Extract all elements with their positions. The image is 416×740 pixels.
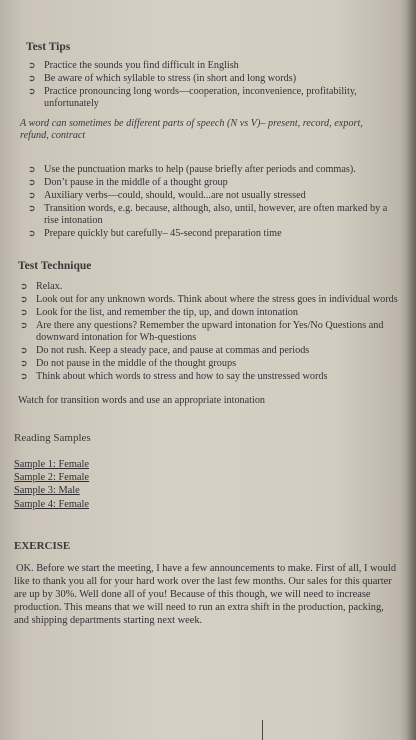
bullet-icon: ➲ <box>28 164 36 174</box>
bullet-icon: ➲ <box>20 320 28 331</box>
bullet-icon: ➲ <box>20 307 28 318</box>
bullet-icon: ➲ <box>20 281 28 291</box>
test-tips-list <box>24 60 394 111</box>
bullet-icon: ➲ <box>28 203 36 214</box>
transition-words-line: Watch for transition words and use an appropriate intonation <box>18 395 266 406</box>
list-item: ➲ Look for the list, and remember the tip, up, and down intonation <box>20 307 298 319</box>
list-item: ➲ Don’t pause in the middle of a thought group <box>28 177 228 189</box>
parts-of-speech-note: A word can sometimes be different parts of speech (N vs V)– present, record, export, refund, contract <box>20 118 363 141</box>
sample-link-3[interactable]: Sample 3: Male <box>14 485 80 497</box>
exercise-paragraph: OK. Before we start the meeting, I have a few announcements to make. First of all, I would like to thank you all for your hard work over the last few months. Our sales for this quarter are up by 30%. Well done all of you! Because of this though, we will need to increase production. This means that we will need to run an extra shift in the production, packing, and shipping departments starting next week. <box>14 563 397 626</box>
list-item: ➲ Practice pronouncing long words—cooperation, inconvenience, profitability, unfortunately <box>28 86 357 109</box>
bullet-icon: ➲ <box>20 294 28 305</box>
exercise-heading: EXERCISE <box>14 540 71 552</box>
test-technique-list <box>16 281 398 384</box>
sample-link-2[interactable]: Sample 2: Female <box>14 472 90 484</box>
bullet-icon: ➲ <box>28 73 36 84</box>
test-tips-heading: Test Tips <box>26 41 71 53</box>
bullet-icon: ➲ <box>28 190 36 201</box>
reading-samples-heading: Reading Samples <box>14 432 91 444</box>
list-item: ➲ Look out for any unknown words. Think about where the stress goes in individual words <box>20 294 398 306</box>
list-item: ➲ Prepare quickly but carefully– 45-second preparation time <box>28 227 282 239</box>
list-item: ➲ Relax. <box>20 281 63 292</box>
sample-link-1[interactable]: Sample 1: Female <box>14 459 90 470</box>
sample-link-4[interactable]: Sample 4: Female <box>14 498 90 510</box>
bullet-icon: ➲ <box>28 86 36 97</box>
list-item: ➲ Do not rush. Keep a steady pace, and pause at commas and periods <box>20 344 310 356</box>
list-item: ➲ Practice the sounds you find difficult in English <box>28 60 239 71</box>
list-item: ➲ Are there any questions? Remember the upward intonation for Yes/No Questions and downward intonation for Wh-questions <box>20 320 384 343</box>
binding-line <box>262 720 263 740</box>
sample-links <box>14 458 214 511</box>
list-item: ➲ Transition words, e.g. because, although, also, until, however, are often marked by a rise intonation <box>28 203 388 226</box>
bullet-icon: ➲ <box>20 358 28 369</box>
test-tips-list-2 <box>24 164 396 241</box>
bullet-icon: ➲ <box>28 60 36 70</box>
test-technique-heading: Test Technique <box>18 260 92 272</box>
list-item: ➲ Be aware of which syllable to stress (in short and long words) <box>28 73 297 85</box>
page-edge-shadow <box>406 0 416 740</box>
bullet-icon: ➲ <box>28 177 36 188</box>
bullet-icon: ➲ <box>28 227 36 238</box>
bullet-icon: ➲ <box>20 344 28 355</box>
list-item: ➲ Do not pause in the middle of the thought groups <box>20 358 237 370</box>
list-item: ➲ Auxiliary verbs—could, should, would...are not usually stressed <box>28 190 306 202</box>
list-item: ➲ Use the punctuation marks to help (pause briefly after periods and commas). <box>28 164 356 175</box>
bullet-icon: ➲ <box>20 371 28 382</box>
list-item: ➲ Think about which words to stress and how to say the unstressed words <box>20 371 328 383</box>
